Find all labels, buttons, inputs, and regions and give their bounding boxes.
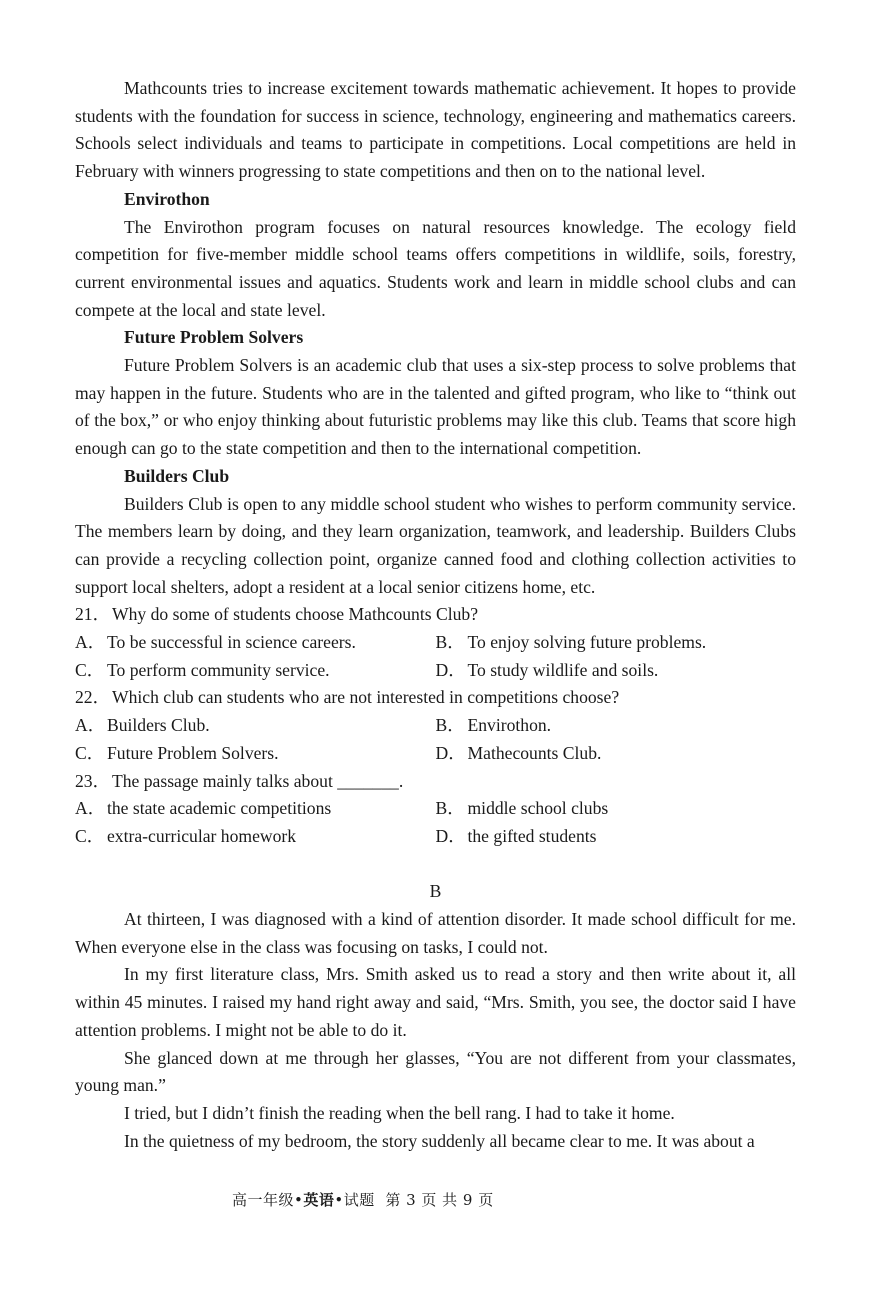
option-text: Envirothon. [467, 715, 552, 736]
option-label: A． [75, 798, 106, 819]
future-problem-solvers-paragraph: Future Problem Solvers is an academic club that uses a six-step process to solve problems that may happen in the future. Students who are in the talented and gifted program, who like to “think out of the box,” or who enjoy thinking about futuristic problems may like this club. Teams that score high enough can go to the state competition and then to the international competition. [75, 355, 796, 459]
option-label: A． [75, 715, 106, 736]
option-d [436, 657, 797, 685]
footer-dot: • [294, 1191, 304, 1209]
page-footer [232, 1189, 494, 1210]
option-b [436, 629, 797, 657]
option-label: B． [435, 798, 465, 819]
question-number: 23． [75, 770, 111, 791]
footer-paper: 试题 [343, 1191, 375, 1209]
question-text: Why do some of students choose Mathcounts Club? [112, 604, 478, 625]
builders-club-heading: Builders Club [124, 465, 230, 486]
builders-club-paragraph: Builders Club is open to any middle school student who wishes to perform community service. The members learn by doing, and they learn organization, teamwork, and leadership. Builders Clubs can provide a recycling collection point, organize canned food and clothing collection activities to support local shelters, adopt a resident at a local senior citizens home, etc. [75, 493, 796, 597]
option-label: D． [435, 825, 466, 846]
option-b [436, 712, 797, 740]
option-text: extra-curricular homework [107, 825, 297, 846]
option-label: C． [75, 825, 105, 846]
option-d [436, 740, 797, 768]
question-21 [75, 601, 796, 684]
option-text: To be successful in science careers. [107, 632, 356, 653]
option-row [75, 712, 796, 740]
envirothon-paragraph: The Envirothon program focuses on natural resources knowledge. The ecology field competition for five-member middle school teams offers competitions in wildlife, soils, forestry, current environmental issues and aquatics. Students work and learn in middle school clubs and can compete at the local and state level. [75, 216, 796, 320]
option-label: B． [435, 632, 465, 653]
question-stem [75, 768, 796, 796]
option-c [75, 823, 436, 851]
option-c [75, 657, 436, 685]
exam-page [75, 75, 796, 1155]
question-23 [75, 768, 796, 851]
option-b [436, 795, 797, 823]
option-text: the gifted students [467, 825, 597, 846]
option-text: To study wildlife and soils. [467, 659, 659, 680]
passage-b-paragraph: I tried, but I didn’t finish the reading when the bell rang. I had to take it home. [124, 1103, 675, 1123]
option-label: C． [75, 659, 105, 680]
option-row [75, 657, 796, 685]
question-number: 22． [75, 687, 111, 708]
option-label: A． [75, 632, 106, 653]
option-row [75, 740, 796, 768]
option-text: the state academic competitions [107, 798, 332, 819]
future-problem-solvers-heading: Future Problem Solvers [124, 327, 304, 348]
passage-b-paragraph: At thirteen, I was diagnosed with a kind of attention disorder. It made school difficult for me. When everyone else in the class was focusing on tasks, I could not. [75, 909, 796, 957]
question-22 [75, 684, 796, 767]
option-text: To perform community service. [107, 659, 330, 680]
option-label: D． [435, 659, 466, 680]
footer-grade: 高一年级 [232, 1191, 295, 1209]
option-a [75, 712, 436, 740]
passage-b-paragraph: In the quietness of my bedroom, the story suddenly all became clear to me. It was about a [124, 1130, 755, 1151]
option-a [75, 629, 436, 657]
footer-subject: 英语 [303, 1191, 335, 1209]
option-row [75, 795, 796, 823]
footer-page-info: 第 3 页 共 9 页 [385, 1191, 494, 1209]
passage-b-paragraph: She glanced down at me through her glasses, “You are not different from your classmates, young man.” [75, 1047, 796, 1096]
footer-dot: • [334, 1191, 344, 1209]
option-a [75, 795, 436, 823]
passage-b-paragraph: In my first literature class, Mrs. Smith asked us to read a story and then write about it, all within 45 minutes. I raised my hand right away and said, “Mrs. Smith, you see, the doctor said I have attention problems. I might not be able to do it. [75, 964, 796, 1040]
mathcounts-paragraph: Mathcounts tries to increase excitement towards mathematic achievement. It hopes to provide students with the foundation for success in science, technology, engineering and mathematics careers. Schools select individuals and teams to participate in competitions. Local competitions are held in February with winners progressing to state competitions and then on to the national level. [75, 78, 796, 182]
question-text: Which club can students who are not interested in competitions choose? [112, 687, 620, 708]
question-stem [75, 684, 796, 712]
option-text: middle school clubs [467, 798, 609, 819]
section-b-heading: B [429, 881, 442, 902]
option-text: To enjoy solving future problems. [467, 632, 707, 653]
question-text: The passage mainly talks about _______. [112, 770, 404, 791]
envirothon-heading: Envirothon [124, 188, 210, 209]
option-text: Builders Club. [107, 715, 210, 736]
question-stem [75, 601, 796, 629]
option-d [436, 823, 797, 851]
option-label: D． [435, 742, 466, 763]
option-text: Mathecounts Club. [467, 742, 602, 763]
option-text: Future Problem Solvers. [107, 742, 279, 763]
option-label: C． [75, 742, 105, 763]
option-row [75, 629, 796, 657]
option-row [75, 823, 796, 851]
option-c [75, 740, 436, 768]
option-label: B． [435, 715, 465, 736]
question-number: 21． [75, 604, 111, 625]
